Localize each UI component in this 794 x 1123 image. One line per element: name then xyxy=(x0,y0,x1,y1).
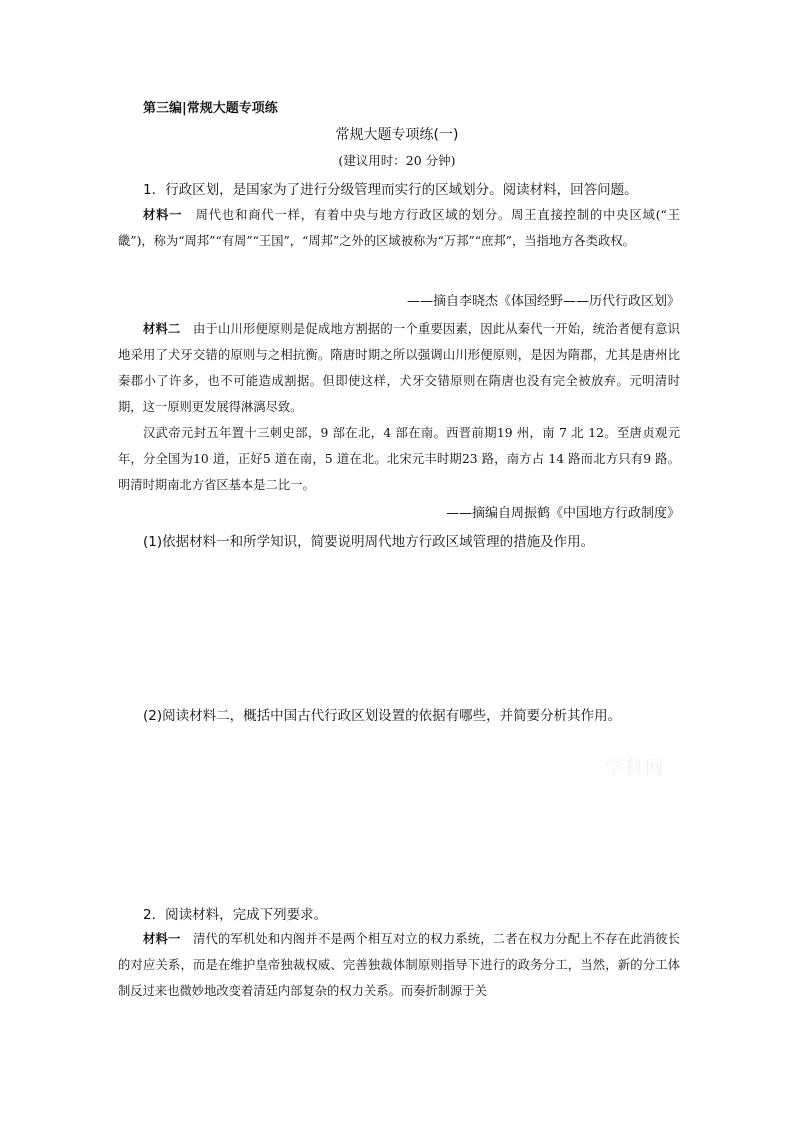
q1-material-1 xyxy=(118,202,680,254)
q1-material-2-paragraph-2: 汉武帝元封五年置十三刺史部，9 部在北，4 部在南。西晋前期19 州，南 7 北 12。至唐贞观元年，分全国为10 道，正好5 道在南，5 道在北。北宋元丰时期23 路，南方占 14 路而北方只有9 路。明清时期南北方省区基本是二比一。 xyxy=(118,426,680,492)
watermark-logo: 学科网 xyxy=(605,758,665,779)
q1-material-1-text: 周代也和商代一样，有着中央与地方行政区域的划分。周王直接控制的中央区域(“王畿”)，称为“周邦”“有周”“王国”，“周邦”之外的区域被称为“万邦”“庶邦”，当指地方各类政权。 xyxy=(118,208,680,248)
q1-material-2-label: 材料二 xyxy=(143,321,181,336)
q1-material-1-source: ——摘自李晓杰《体国经野——历代行政区划》 xyxy=(406,294,680,309)
q2-material-1-text: 清代的军机处和内阁并不是两个相互对立的权力系统，二者在权力分配上不存在此消彼长的对应关系，而是在维护皇帝独裁权威、完善独裁体制原则指导下进行的政务分工，当然，新的分工体制反过来也微妙地改变着清廷内部复杂的权力关系。而奏折制源于关 xyxy=(118,932,680,998)
q2-material-1 xyxy=(118,926,680,1004)
question-1-stem: 1．行政区划，是国家为了进行分级管理而实行的区域划分。阅读材料，回答问题。 xyxy=(143,182,638,198)
q1-material-1-label: 材料一 xyxy=(143,207,183,222)
question-2-stem: 2．阅读材料，完成下列要求。 xyxy=(143,907,328,923)
section-header: 第三编|常规大题专项练 xyxy=(143,101,278,116)
q1-subquestion-2: (2)阅读材料二，概括中国古代行政区划设置的依据有哪些，并简要分析其作用。 xyxy=(143,708,622,724)
q1-material-2 xyxy=(118,316,680,420)
q1-material-2-source: ——摘编自周振鹤《中国地方行政制度》 xyxy=(445,506,680,521)
page-title: 常规大题专项练(一) xyxy=(335,127,459,143)
q1-material-2-text: 由于山川形便原则是促成地方割据的一个重要因素，因此从秦代一开始，统治者便有意识地采用了犬牙交错的原则与之相抗衡。隋唐时期之所以强调山川形便原则，是因为隋郡，尤其是唐州比秦郡小了许多，也不可能造成割据。但即使这样，犬牙交错原则在隋唐也没有完全被放弃。元明清时期，这一原则更发展得淋漓尽致。 xyxy=(118,322,680,414)
time-suggestion: (建议用时：20 分钟) xyxy=(338,153,456,168)
q2-material-1-label: 材料一 xyxy=(143,931,181,946)
q1-subquestion-1: (1)依据材料一和所学知识，简要说明周代地方行政区域管理的措施及作用。 xyxy=(143,534,595,550)
